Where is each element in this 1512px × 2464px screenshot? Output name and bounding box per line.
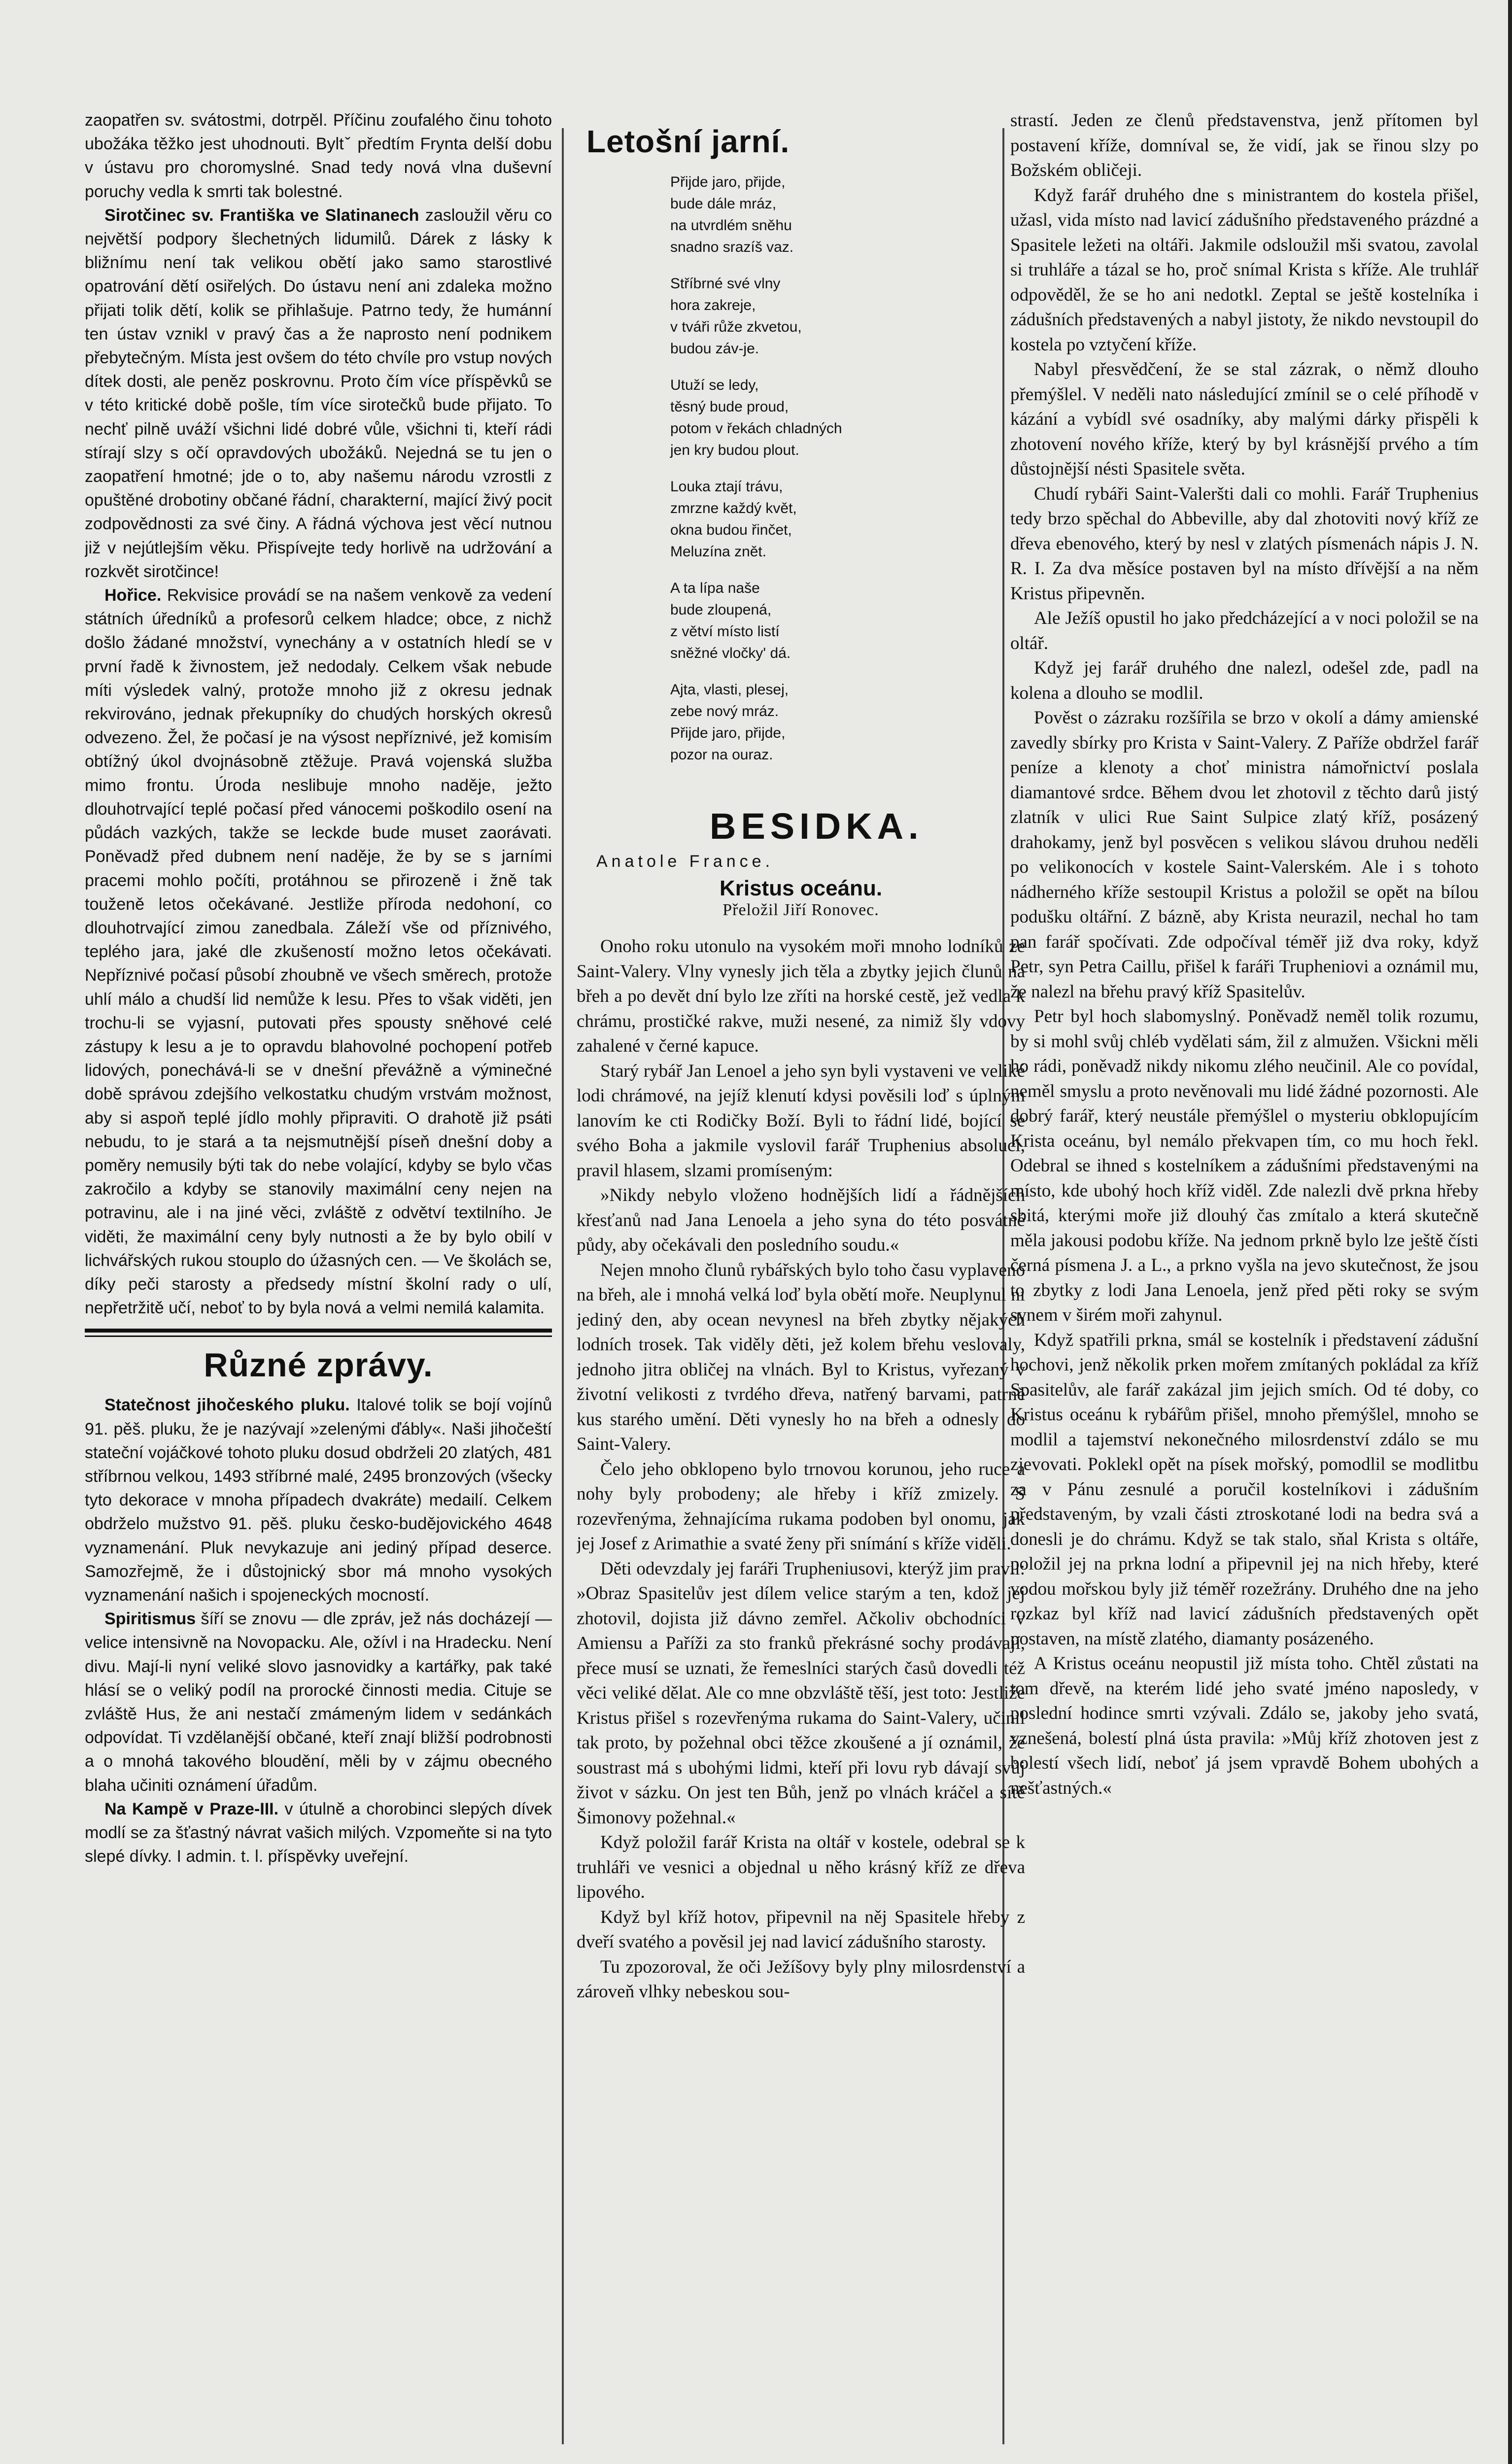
story-paragraph: Petr byl hoch slabomyslný. Poněvadž neměl tolik rozumu, by si mohl svůj chléb vydělati sám, žil z almužen. Všickni měli ho rádi, poněvadž nikdy nikomu zlého neučinil. Ale co povídal, neměl smyslu a proto nevěnovali mu lidé žádné pozornosti. Ale dobrý farář, který neustále přemýšlel o mysteriu obklopujícím Krista oceánu, byl nemálo překvapen tím, co mu hoch řekl. Odebral se ihned s kostelníkem a zádušními představenými na místo, kde ubohý hoch kříž viděl. Zde nalezli dvě prkna hřeby sbitá, kterými moře již dlouhý čas zmítalo a která skutečně měla jakousi podobu kříže. Na jednom prkně bylo lze ještě čísti černá písmena J. a L., a prkno vyšla na jevo skutečnost, že jsou to zbytky z lodi Jana Lenoela, jenž před pěti roky se svým synem v širém moři zahynul. — [1010, 1006, 1478, 1325]
poem-line: bude dále mráz, — [670, 196, 777, 212]
story-paragraph: Když farář druhého dne s ministrantem do kostela přišel, užasl, vida místo nad lavicí zádušního představeného prázdné a Spasitele ležeti na oltáři. Jakmile odsloužil mši svatou, zavolal si truhláře a tázal se ho, proč snímal Krista s kříže. Ale truhlář odpověděl, že se ho ani nedotkl. Zeptal se ještě kostelníka i zádušních představených a nabyl jistoty, že nikdo nevstoupil do kostela po vztyčení kříže. — [1010, 185, 1478, 355]
story-paragraph: »Nikdy nebylo vloženo hodnějších lidí a řádnějších křesťanů nad Jana Lenoela a jeho syna do této posvátné půdy, aby očekávali den posledního soudu.« — [577, 1185, 1025, 1255]
poem-line: pozor na ouraz. — [670, 747, 773, 763]
story-paragraph: Když spatřili prkna, smál se kostelník i představení zádušní hochovi, jenž několik prken mořem zmítaných pokládal za kříž Spasitelův, ale farář zakázal jim jejich smích. Od té doby, co Kristus oceánu k rybářům přišel, mnoho přemýšlel, mnoho se modlil a tajemství nekonečného milosrdenství zdálo se mu zjevovati. Poklekl opět na písek mořský, pomodlil se modlitbu za v Pánu zesnulé a poručil kostelníkovi i zádušním představeným, by vzali části ztroskotané lodi na bedra svá a donesli je do chrámu. Když se tak stalo, sňal Krista s oltáře, položil jej na prkna lodní a připevnil jej na nich hřeby, které vodou mořskou byly již téměř rozežrány. Druhého dne na jeho rozkaz byl kříž nad lavicí zádušních představených opět postaven, na místě zlatého, diamanty posázeného. — [1010, 1330, 1478, 1649]
story-paragraph: Starý rybář Jan Lenoel a jeho syn byli vystaveni ve veliké lodi chrámové, na jejíž klenutí kdysi pověsili loď s úplným lanovím ke cti Rodičky Boží. Byli to řádní lidé, bojící se svého Boha a jakmile vyslovil farář Truphenius absoluci, pravil hlasem, slzami promíseným: — [577, 1061, 1025, 1181]
poem-stanza — [670, 578, 1025, 664]
story-paragraph: A Kristus oceánu neopustil již místa toho. Chtěl zůstati na tom dřevě, na kterém lidé jeho svaté jméno naposledy, v poslední hodince smrti vzývali. Zdálo se, jakoby jeho svatá, vznešená, bolestí plná ústa pravila: »Můj kříž zhotoven jest z bolestí všech lidí, neboť já jsem vpravdě Bohem ubohých a nešťastných.« — [1010, 1653, 1478, 1798]
news-paragraph: Na Kampě v Praze-III. v útulně a chorobinci slepých dívek modlí se za šťastný návrat vašich milých. Vzpomeňte si na tyto slepé dívky. I admin. t. l. příspěvky uveřejní. — [85, 1799, 552, 1866]
poem-line: bude zloupená, — [670, 602, 772, 618]
poem-line: těsný bude proud, — [670, 399, 789, 415]
news-paragraph: Sirotčinec sv. Františka ve Slatinanech zasloužil věru co největší podpory šlechetných lidumilů. Dárek z lásky k bližnímu není tak velikou obětí jako samo starostlivé opatrování dětí osiřelých. Do ústavu není ani zdaleka možno přijati tolik dětí, kolik se přihlašuje. Patrno tedy, že humánní ten ústav vznikl v pravý čas a že naprosto není podnikem přebytečným. Místa jest ovšem do této chvíle pro vstup nových dítek dosti, ale peněz poskrovnu. Proto čím více příspěvků se v této kritické době pošle, tím více sirotečků bude přijato. To nechť pilně uváží všichni lidé dobré vůle, všichni ti, kteří rádi stírají slzy s očí opravdových ubožáků. Nejedná se tu jen o zaopatření hmotné; jde o to, aby našemu národu vzrostli z opuštěné drobotiny občané řádní, charakterní, mající živý pocit zodpovědnosti za své činy. A řádná výchova jest věcí nutnou již v nejútlejším věku. Přispívejte tedy horlivě na udržování a rozkvět sirotčince! — [85, 205, 552, 581]
story-paragraph: Ale Ježíš opustil ho jako předcházející a v noci položil se na oltář. — [1010, 608, 1478, 653]
poem-stanza — [670, 476, 1025, 563]
story-paragraph: Když byl kříž hotov, připevnil na něj Spasitele hřeby z dveří svatého a pověsil jej nad lavicí zádušního starosty. — [577, 1907, 1025, 1952]
story-paragraph: Nabyl přesvědčení, že se stal zázrak, o němž dlouho přemýšlel. V neděli nato následující zmínil se o celé příhodě v kázání a vybídl své osadníky, aby malými dárky přispěli k zhotovení nového kříže, který by byl krásnější prvého a tím důstojnější nésti Spasitele světa. — [1010, 359, 1478, 479]
poem-title: Letošní jarní. — [586, 124, 790, 159]
news-column — [85, 108, 552, 2464]
poem-line: Přijde jaro, přijde, — [670, 725, 786, 741]
story-paragraph: Když jej farář druhého dne nalezl, odešel zde, padl na kolena a dlouho se modlil. — [1010, 658, 1478, 703]
story-paragraph: Onoho roku utonulo na vysokém moři mnoho lodníků ze Saint-Valery. Vlny vynesly jich těla a zbytky jejich člunů na břeh a po devět dní bylo lze zříti na horské cestě, jež vedla k chrámu, prostičké rakve, muži nesené, za nimiž šly vdovy zahalené v černé kapuce. — [577, 936, 1025, 1056]
news-paragraph: Spiritismus šíří se znovu — dle zpráv, jež nás docházejí — velice intensivně na Novopacku. Ale, ožívl i na Hradecku. Není divu. Mají-li nyní veliké slovo jasnovidky a kartářky, pak také hlásí se o veliký podíl na prorocké činnosti media. Cituje se zvláště Hus, že ani nestačí zmámeným lidem v sedánkách odpovídat. Ti vzdělanější občané, kteří znají bližší podrobnosti a o mnohá takového bloudění, měli by v zájmu obecného blaha učiniti oznámení úřadům. — [85, 1609, 552, 1795]
poem-stanza — [670, 171, 1025, 258]
story-translator: Přeložil Jiří Ronovec. — [722, 901, 879, 919]
section-divider — [85, 1329, 552, 1333]
poem-line: Meluzína znět. — [670, 544, 767, 560]
story-paragraph: Děti odevzdaly jej faráři Trupheniusovi, kterýž jim pravil: »Obraz Spasitelův jest dílem velice starým a ten, kdož jej zhotovil, dojista již dávno zemřel. Ačkoliv obchodníci v Amiensu a Paříži za sto franků překrásné sochy prodávají, přece musí se uznati, že řemeslníci starých časů dovedli též věci veliké dělat. Ale co mne obzvláště těší, jest toto: Jestliže Kristus přišel s rozevřenýma rukama do Saint-Valery, učinil tak proto, by požehnal obci těžce zkoušené a jí oznámil, že soustrast má s ubohými lidmi, kteří při lovu ryb dávají svůj život v sázku. On jest ten Bůh, jenž po vlnách kráčel a sítě Šimonovy požehnal.« — [577, 1558, 1025, 1828]
poem-line: budou záv-je. — [670, 341, 759, 357]
poem-line: v tváři růže zkvetou, — [670, 319, 802, 335]
news-paragraph: Statečnost jihočeského pluku. Italové tolik se bojí vojínů 91. pěš. pluku, že je nazývají »zelenými ďábly«. Naši jihočeští stateční vojáčkové tohoto pluku dosud obdrželi 20 zlatých, 481 stříbrnou velkou, 1493 stříbrné malé, 2495 bronzových (všecky tyto dekorace v mnoha případech dvakráte) medailí. Celkem obdrželo mužstvo 91. pěš. pluku česko-budějovického 4648 vyznamenání. Pluk nevykazuje ani jediný případ deserce. Samozřejmě, že i důstojnický sbor má mnoho vysokých vyznamenání našich i spojeneckých mocností. — [85, 1396, 552, 1605]
story-paragraph: Chudí rybáři Saint-Valeršti dali co mohli. Farář Truphenius tedy brzo spěchal do Abbeville, aby dal zhotoviti nový kříž ze dřeva ebenového, který by nesl v zlatých písmenách nápis J. N. R. I. Za dva měsíce postaven byl na místo dřívější a na něm Kristus připevněn. — [1010, 483, 1478, 604]
poem-line: zmrzne každý květ, — [670, 500, 797, 516]
poem-line: Utuží se ledy, — [670, 377, 759, 393]
story-paragraph: strastí. Jeden ze členů představenstva, jenž přítomen byl postavení kříže, domníval se, že vidí, jak se řinou slzy po Božském obličeji. — [1010, 110, 1478, 180]
poem-stanza — [670, 273, 1025, 360]
poem-line: snadno srazíš vaz. — [670, 239, 794, 255]
news-lead: Hořice. — [104, 586, 162, 605]
feature-column — [577, 108, 1025, 2464]
poem-line: Stříbrné své vlny — [670, 275, 781, 292]
news-lead: Sirotčinec sv. Františka ve Slatinanech — [104, 205, 419, 225]
story-paragraph: Tu zpozoroval, že oči Ježíšovy byly plny milosrdenství a zároveň vlhky nebeskou sou- — [577, 1956, 1025, 2002]
story-title: Kristus oceánu. — [719, 876, 883, 900]
section-title: Různé zprávy. — [204, 1346, 433, 1384]
poem-line: jen kry budou plout. — [670, 442, 799, 458]
poem-stanza — [670, 375, 1025, 461]
section-title-besidka: BESIDKA. — [710, 806, 924, 847]
poem-line: Louka ztají trávu, — [670, 479, 783, 495]
story-text — [1010, 108, 1478, 1801]
news-lead: Spiritismus — [104, 1609, 196, 1629]
story-continuation-column — [1010, 108, 1478, 2464]
section-divider — [85, 1335, 552, 1337]
poem-line: hora zakreje, — [670, 297, 756, 313]
poem-stanza — [670, 679, 1025, 766]
story-paragraph: Když položil farář Krista na oltář v kostele, odebral se k truhláři ve vesnici a objednal u něho krásný kříž ze dřeva lipového. — [577, 1832, 1025, 1902]
poem-line: zebe nový mráz. — [670, 703, 779, 719]
news-lead: Na Kampě v Praze-III. — [104, 1799, 279, 1818]
poem-line: Ajta, vlasti, plesej, — [670, 682, 789, 698]
poem-line: okna budou řinčet, — [670, 522, 792, 538]
poem-line: A ta lípa naše — [670, 580, 760, 596]
page-edge-shadow — [1508, 0, 1512, 2464]
poem-line: potom v řekách chladných — [670, 420, 842, 437]
column-rule — [562, 128, 564, 2444]
story-text — [577, 934, 1025, 2005]
poem — [577, 171, 1025, 766]
poem-line: sněžné vločky' dá. — [670, 645, 791, 661]
story-paragraph: Čelo jeho obklopeno bylo trnovou korunou, jeho ruce a nohy byly probodeny; ale hřeby i kříž zmizely. S rozevřenýma, žehnajícíma rukama podoben byl onomu, jak jej Josef z Arimathie a svaté ženy při snímání s kříže viděli. — [577, 1459, 1025, 1554]
poem-line: Přijde jaro, přijde, — [670, 174, 786, 190]
story-paragraph: Pověst o zázraku rozšířila se brzo v okolí a dámy amienské zavedly sbírky pro Krista v Saint-Valery. Z Paříže obdržel farář peníze a klenoty a choť ministra námořnictví poslala diamantové srdce. Během dvou let zhotovil z těchto darů jistý zlatník v ulici Rue Saint Sulpice zlatý kříž, posázený drahokamy, jenž byl posvěcen s velikou slávou druhou neděli po velikonocích v kostele Saint-Valerském. Ale i s tohoto nádherného kříže sestoupil Kristus a položil se opět na bílou podušku oltářní. Z bázně, aby Krista neurazil, nechal ho tam pan farář spočívati. Zde odpočíval téměř již dva roky, když Petr, syn Petra Caillu, přišel k faráři Trupheniovi a oznámil mu, že nalezl na břehu pravý kříž Spasitelův. — [1010, 708, 1478, 1002]
poem-line: na utvrdlém sněhu — [670, 217, 792, 234]
news-paragraph: Hořice. Rekvisice provádí se na našem venkově za vedení státních úředníků a profesorů celkem hladce; obce, z nichž došlo žádané množství, vynechány a v ostatních hledí se v první řadě k živnostem, jež nedodaly. Celkem však nebude míti výsledek valný, protože mnoho již z okresu jednak rekvirováno, jednak překupníky do chudých horských okresů odvezeno. Žel, že počasí je na výsost nepříznivé, jež komisím obtížný úkol dvojnásobně ztěžuje. Pravá vojenská služba mimo frontu. Úroda neslibuje mnoho naděje, ježto dlouhotrvající teplé počasí před vánocemi poškodilo osení na půdách vazkých, takže se leckde bude muset zaorávati. Poněvadž před dubnem není naděje, že by se s jarními pracemi mohlo počíti, protáhnou se přirozeně i žně tak touženě letos očekávané. Jestliže příroda nedohoní, co dlouhotrvající zimou zanedbala. Záleží vše od příznivého, teplého jara, jaké dle zkušeností možno letos očekávati. Nepříznivé počasí působí zhoubně ve všech směrech, protože uhlí málo a chudší lid nemůže k lesu. Přes to však viděti, jen trochu-li se vyjasní, putovati přes spousty sněhové celé zástupy k lesu a je to opravdu blahovolné pochopení potřeb lidových, ponechává-li se v dnešní převážně a výminečné době správou zdejšího velkostatku chudým vrstvám možnost, aby si aspoň teplé jídlo mohly připraviti. O drahotě již psáti nebudu, to je stará a ta nejsmutnější píseň dnešní doby a poměry nemusily býti tak do nebe volající, kdyby se bylo včas zakročilo a kdyby se stanovily maximální ceny nejen na potravinu, ale i na jiné věci, zvláště z odvětví textilního. Je viděti, že maximální ceny byly nutnosti a že by bylo obilí v lichvářských rukou stouplo do úžasných cen. — Ve školách se, díky peči starosty a předsedy místní školní rady o ulí, nepřetržitě učí, neboť to by byla nová a velmi nemilá kalamita. — [85, 586, 552, 1318]
story-author: Anatole France. — [596, 852, 774, 871]
news-paragraph: zaopatřen sv. svátostmi, dotrpěl. Příčinu zoufalého činu tohoto ubožáka těžko jest uhodnouti. Byltˇ předtím Frynta delší dobu v ústavu pro choromyslné. Snad tedy nová vlna duševní poruchy vedla k smrti tak bolestné. — [85, 111, 552, 201]
poem-line: z větví místo listí — [670, 623, 780, 640]
story-paragraph: Nejen mnoho člunů rybářských bylo toho času vyplaveno na břeh, ale i mnohá velká loď byla obětí moře. Neuplynul ni jediný den, aby ocean nevynesl na břeh zbytky nějakých lodních trosek. Tak viděly děti, jež kolem břehu veslovaly, jednoho jitra obličej na vlnách. Byl to Kristus, vyřezaný v životní velikosti z tvrdého dřeva, natřený barvami, patrně kus starého umění. Děti vynesly ho na břeh a odnesly do Saint-Valery. — [577, 1260, 1025, 1454]
news-lead: Statečnost jihočeského pluku. — [104, 1396, 350, 1415]
